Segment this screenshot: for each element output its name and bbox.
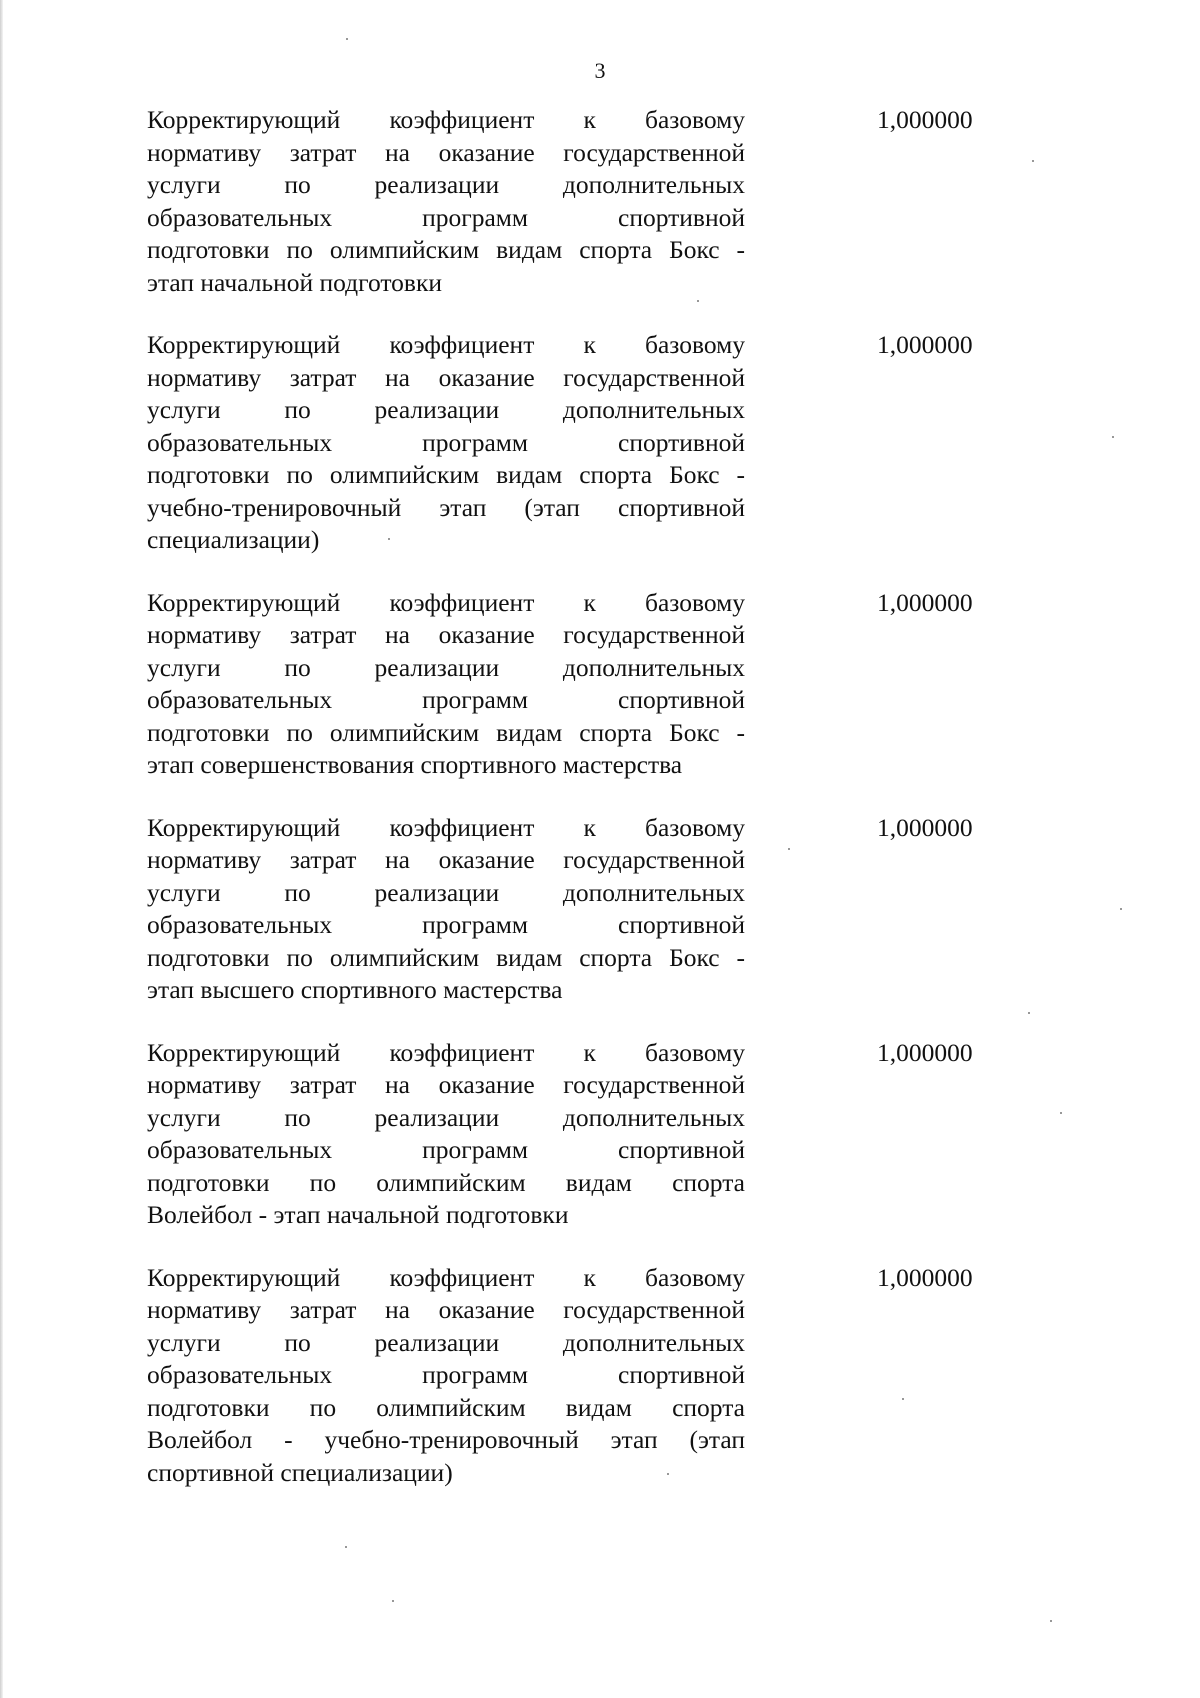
coefficient-value: 1,000000	[877, 1037, 973, 1067]
scan-edge-shadow	[0, 0, 3, 1698]
coefficient-entry	[147, 1262, 1007, 1490]
coefficient-entry	[147, 329, 1007, 557]
scan-speck	[1112, 436, 1114, 438]
description-line: подготовки по олимпийским видам спорта	[147, 1392, 745, 1422]
coefficient-entry	[147, 104, 1007, 299]
scan-speck	[902, 1398, 904, 1400]
coefficient-entry	[147, 1037, 1007, 1232]
description-line: подготовки по олимпийским видам спорта Бокс -	[147, 717, 745, 747]
description-line: Корректирующий коэффициент к базовому	[147, 105, 745, 134]
description-line: услуги по реализации дополнительных	[147, 1102, 745, 1132]
coefficient-value: 1,000000	[877, 812, 973, 842]
description-line: нормативу затрат на оказание государственной	[147, 620, 745, 649]
description-line: услуги по реализации дополнительных	[147, 877, 745, 907]
description-line: этап совершенствования спортивного мастерства	[147, 750, 683, 779]
scan-speck	[788, 848, 790, 850]
page-number: 3	[594, 58, 606, 83]
coefficient-description	[147, 1262, 745, 1490]
description-line: Корректирующий коэффициент к базовому	[147, 1037, 745, 1067]
scan-speck	[346, 38, 348, 40]
description-line: нормативу затрат на оказание государственной	[147, 362, 745, 392]
scan-speck	[1120, 908, 1122, 910]
description-line: услуги по реализации дополнительных	[147, 652, 745, 682]
description-line: услуги по реализации дополнительных	[147, 170, 745, 199]
scan-speck	[1032, 160, 1034, 162]
description-line: образовательных программ спортивной	[147, 1360, 745, 1389]
description-line: Корректирующий коэффициент к базовому	[147, 1262, 745, 1292]
description-line: образовательных программ спортивной	[147, 202, 745, 232]
scan-speck	[697, 300, 699, 302]
description-line: Корректирующий коэффициент к базовому	[147, 812, 745, 842]
description-line: услуги по реализации дополнительных	[147, 395, 745, 424]
coefficient-description	[147, 1037, 745, 1232]
scan-speck	[392, 1600, 394, 1602]
coefficient-value: 1,000000	[877, 105, 973, 134]
description-line: Волейбол - учебно-тренировочный этап (этап	[147, 1425, 745, 1454]
coefficient-description	[147, 329, 745, 557]
description-line: образовательных программ спортивной	[147, 1135, 745, 1164]
description-line: подготовки по олимпийским видам спорта Бокс -	[147, 235, 745, 264]
scan-speck	[1060, 1112, 1062, 1114]
scan-speck	[1028, 1012, 1030, 1014]
coefficient-description	[147, 104, 745, 299]
scan-speck	[345, 1546, 347, 1548]
description-line: подготовки по олимпийским видам спорта Бокс -	[147, 460, 745, 489]
coefficient-entry	[147, 812, 1007, 1007]
description-line: этап начальной подготовки	[147, 267, 442, 297]
coefficient-value: 1,000000	[877, 1262, 973, 1292]
description-line: образовательных программ спортивной	[147, 910, 745, 939]
description-line: подготовки по олимпийским видам спорта Бокс -	[147, 942, 745, 972]
description-line: Корректирующий коэффициент к базовому	[147, 330, 745, 359]
description-line: нормативу затрат на оказание государственной	[147, 137, 745, 167]
description-line: Корректирующий коэффициент к базовому	[147, 587, 745, 617]
coefficient-entry	[147, 587, 1007, 782]
description-line: спортивной специализации)	[147, 1457, 453, 1487]
description-line: этап высшего спортивного мастерства	[147, 975, 563, 1004]
description-line: образовательных программ спортивной	[147, 427, 745, 457]
description-line: Волейбол - этап начальной подготовки	[147, 1200, 569, 1229]
coefficient-description	[147, 587, 745, 782]
scan-speck	[1050, 1620, 1052, 1622]
description-line: учебно-тренировочный этап (этап спортивной	[147, 492, 745, 522]
coefficient-value: 1,000000	[877, 587, 973, 617]
scan-speck	[388, 538, 390, 540]
description-line: нормативу затрат на оказание государственной	[147, 845, 745, 874]
description-line: нормативу затрат на оказание государственной	[147, 1070, 745, 1099]
description-line: подготовки по олимпийским видам спорта	[147, 1167, 745, 1197]
coefficient-value: 1,000000	[877, 330, 973, 359]
description-line: нормативу затрат на оказание государственной	[147, 1295, 745, 1324]
description-line: специализации)	[147, 525, 320, 554]
description-line: услуги по реализации дополнительных	[147, 1327, 745, 1357]
scan-speck	[667, 1473, 669, 1475]
coefficient-list	[147, 104, 1007, 1489]
coefficient-description	[147, 812, 745, 1007]
description-line: образовательных программ спортивной	[147, 685, 745, 714]
